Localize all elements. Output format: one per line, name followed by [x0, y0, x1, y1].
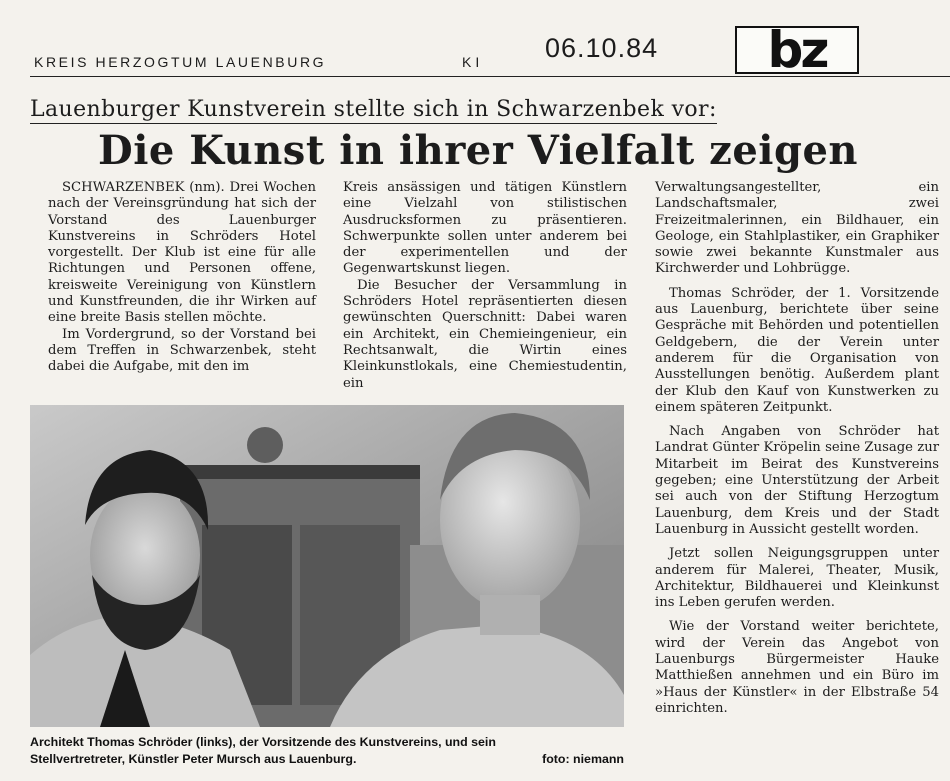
article-column-3: [655, 180, 939, 717]
column-paragraph: Wie der Vorstand weiter berichtete, wird der Verein das Angebot von Lauenburgs Bürgermeister Hauke Matthießen annehmen und ein Büro im »Haus der Künstler« in der Elbstraße 54 einrichten.: [655, 619, 939, 716]
photo-caption: [30, 734, 624, 768]
caption-line: Architekt Thomas Schröder (links), der Vorsitzende des Kunstvereins, und sein: [30, 735, 496, 749]
section-label: KREIS HERZOGTUM LAUENBURG: [34, 54, 327, 70]
column-paragraph: SCHWARZENBEK (nm). Drei Wochen nach der Vereinsgründung hat sich der Vorstand des Lauenburger Kunstvereins in Schröders Hotel vorgestellt. Der Klub ist eine für alle Richtungen und Personen offene, kreisweite Vereinigung von Künstlern und Kunstfreunden, die ihr Wirken auf eine breite Basis stellen möchte.: [48, 180, 316, 326]
column-paragraph: Kreis ansässigen und tätigen Künstlern eine Vielzahl von stilistischen Ausdrucksformen zu präsentieren. Schwerpunkte sollen unter anderem bei der experimentellen und der Gegenwartskunst liegen.: [343, 180, 627, 277]
column-paragraph: Jetzt sollen Neigungsgruppen unter anderem für Malerei, Theater, Musik, Architektur, Bildhauerei und Kleinkunst ins Leben gerufen werden.: [655, 546, 939, 611]
article-headline: Die Kunst in ihrer Vielfalt zeigen: [98, 127, 858, 174]
column-paragraph: Die Besucher der Versammlung in Schröders Hotel repräsentierten diesen gewünschten Querschnitt: Dabei waren ein Architekt, ein Chemieingenieur, ein Rechtsanwalt, die Wirtin eines Kleinkunstlokals, eine Chemiestudentin, ein: [343, 277, 627, 391]
caption-line: Stellvertretreter, Künstler Peter Mursch aus Lauenburg.: [30, 752, 357, 766]
column-paragraph: Verwaltungsangestellter, ein Landschaftsmaler, zwei Freizeitmalerinnen, ein Bildhauer, ein Geologe, ein Stahlplastiker, ein Graphiker sowie zwei bekannte Kunstmaler aus Kirchwerder und Lohbrügge.: [655, 180, 939, 277]
column-paragraph: Thomas Schröder, der 1. Vorsitzende aus Lauenburg, berichtete über seine Gespräche mit Behörden und potentiellen Geldgebern, die der Verein unter anderem für die Organisation von Ausstellungen benötig. Außerdem plant der Klub den Kauf von Kunstwerken zu einem späteren Zeitpunkt.: [655, 285, 939, 415]
masthead-rule: [30, 76, 950, 77]
article-photo: [30, 405, 624, 727]
bz-logo: [735, 26, 859, 74]
column-paragraph: Nach Angaben von Schröder hat Landrat Günter Kröpelin seine Zusage zur Mitarbeit im Beirat des Kunstvereins gegeben; eine Unterstützung der Arbeit sei auch von der Stiftung Herzogtum Lauenburg, dem Kreis und der Stadt Lauenburg in Aussicht gestellt worden.: [655, 424, 939, 537]
article-kicker: Lauenburger Kunstverein stellte sich in Schwarzenbek vor:: [30, 97, 717, 122]
photo-credit: foto: niemann: [542, 752, 624, 766]
svg-text:bz: bz: [767, 26, 827, 74]
handwritten-date: 06.10.84: [545, 33, 659, 63]
edition-code: KI: [462, 54, 484, 70]
article-column-2: [343, 180, 627, 392]
article-column-1: [48, 180, 316, 376]
column-paragraph: Im Vordergrund, so der Vorstand bei dem Treffen in Schwarzenbek, steht dabei die Aufgabe, mit den im: [48, 326, 316, 375]
